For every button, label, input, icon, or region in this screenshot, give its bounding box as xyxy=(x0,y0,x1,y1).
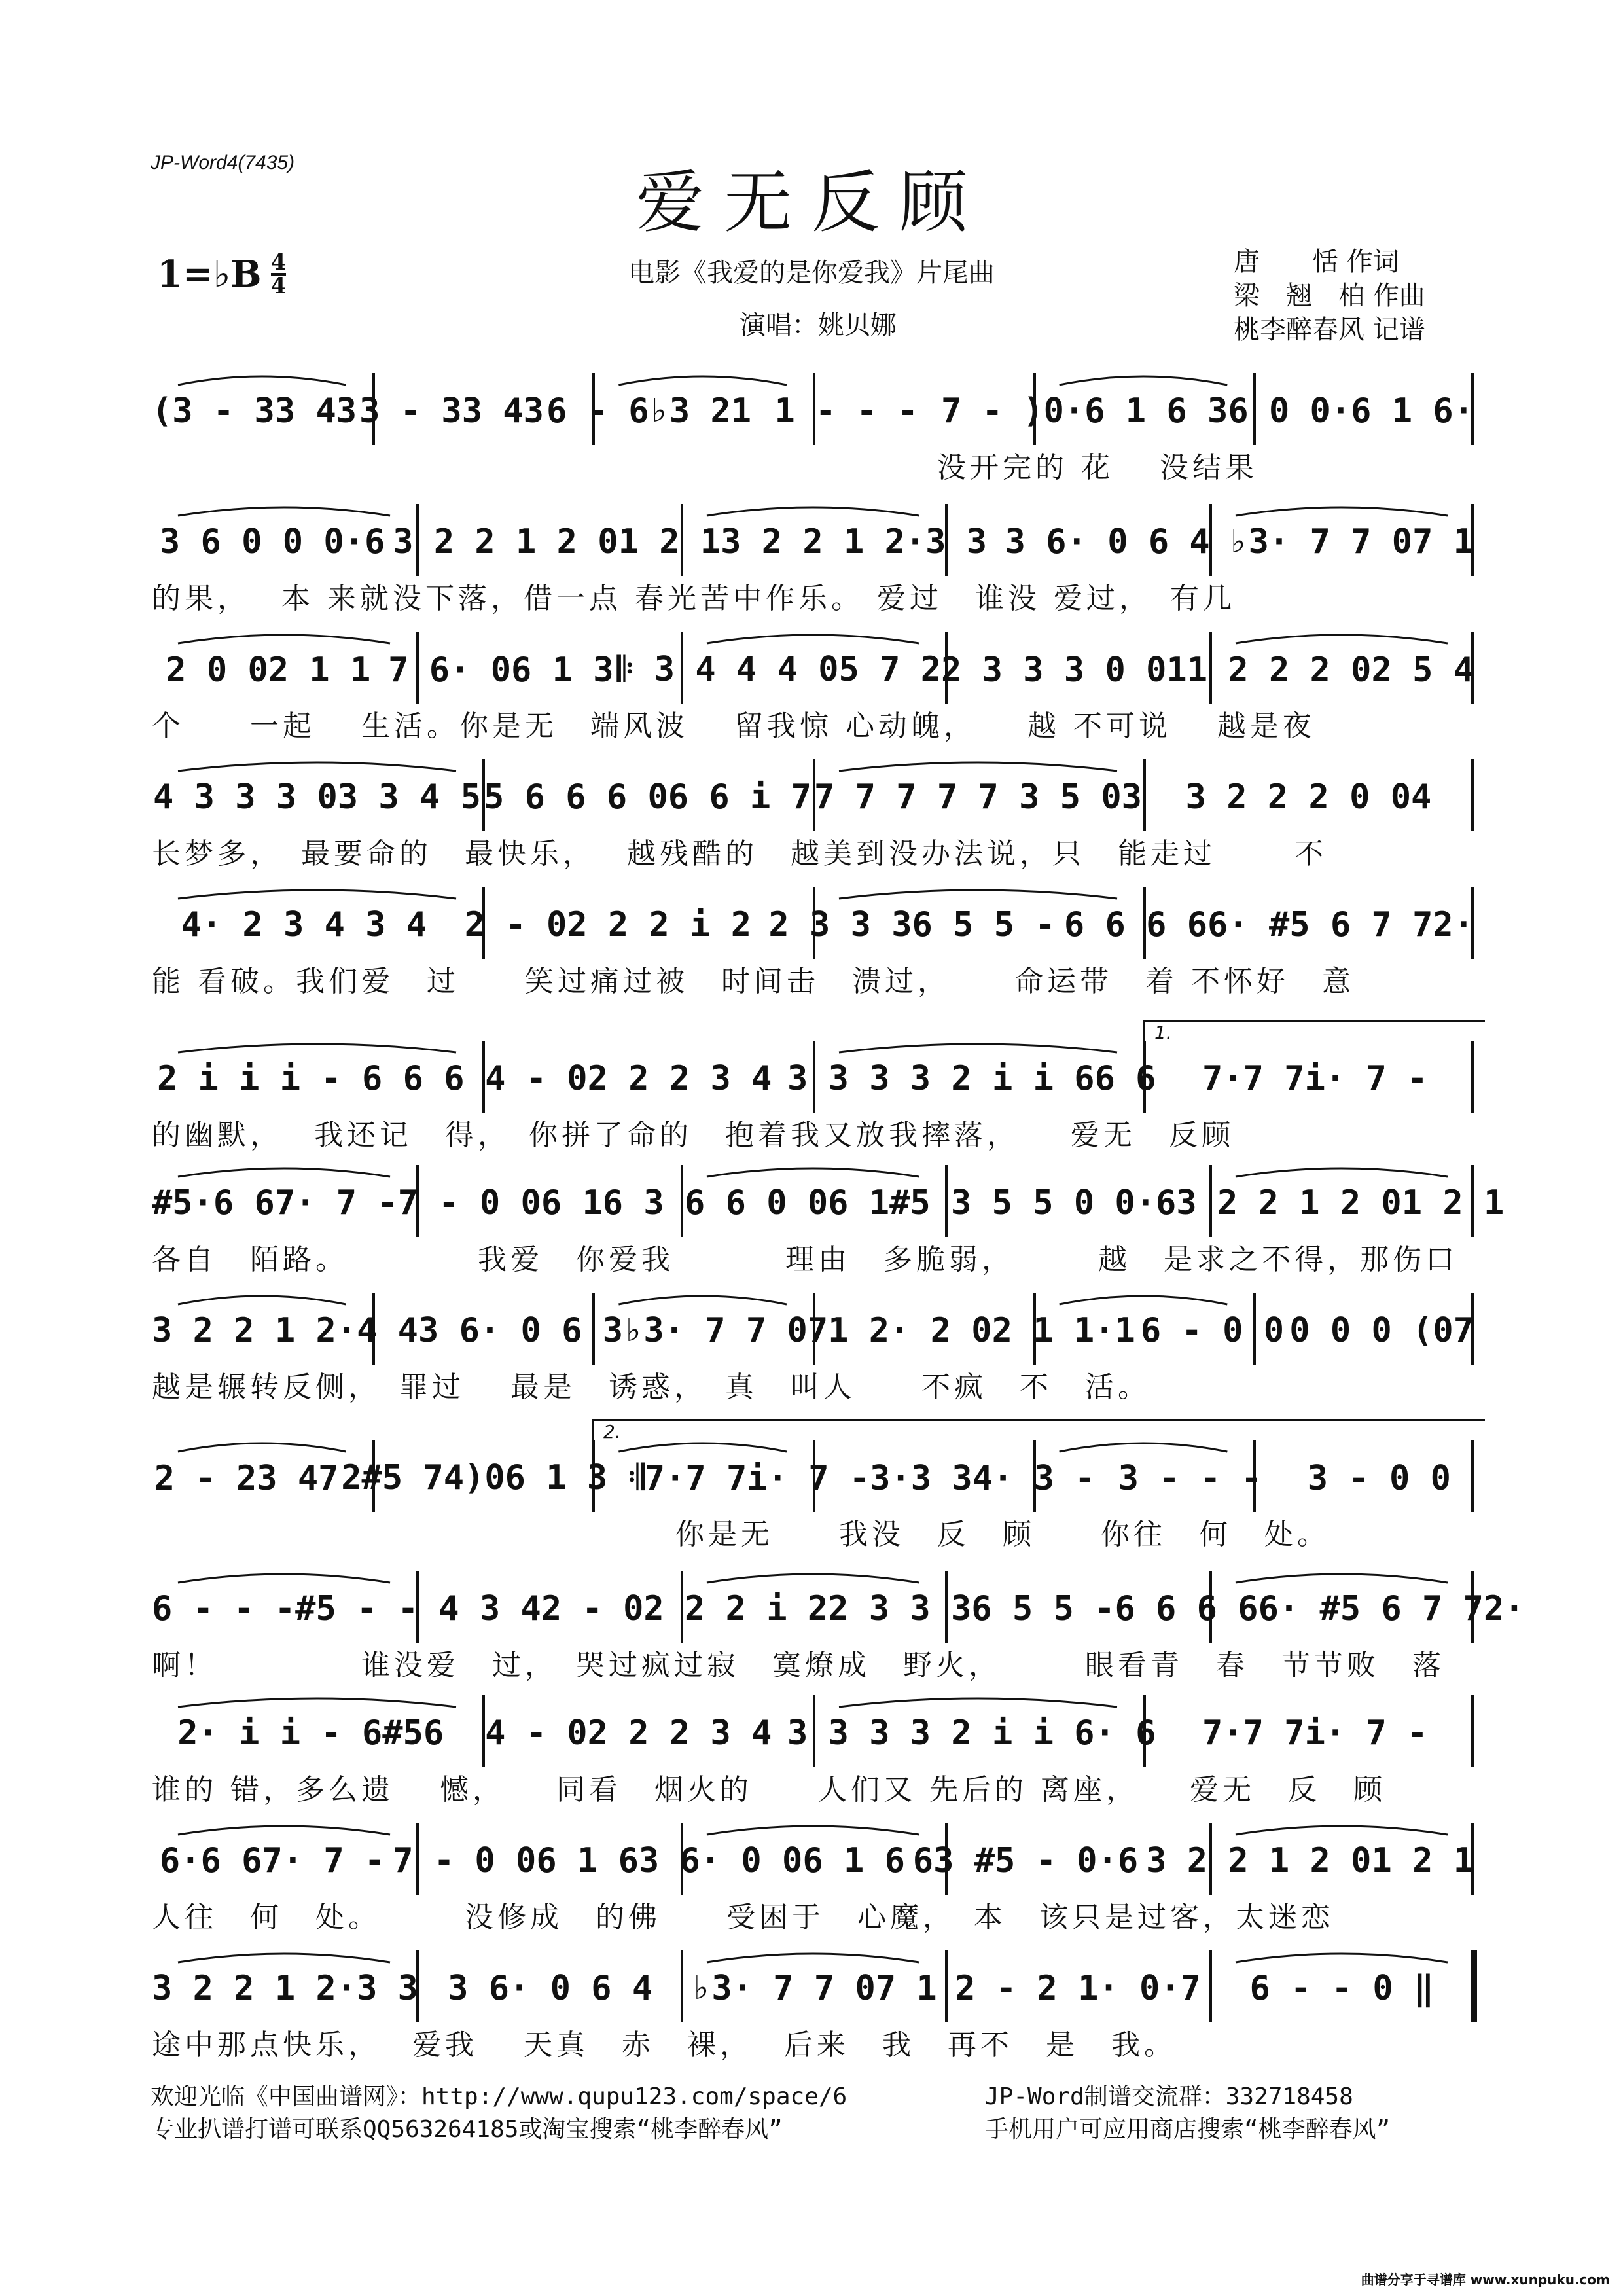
slur xyxy=(178,762,456,771)
slur-marks xyxy=(152,887,1474,959)
score-row xyxy=(152,1421,1474,1561)
slur xyxy=(1060,1443,1228,1452)
lyric-line: 途中那点快乐， 爱我 天真 赤 裸， 后来 我 再不 是 我。 xyxy=(152,2028,1177,2062)
measure: 3 2 2 1 2 01 2 1 xyxy=(393,522,721,562)
slur xyxy=(839,890,1117,899)
measure: ♭3· 7 7 07 xyxy=(623,1311,829,1350)
transcriber-credit: 桃李醉春风 记谱 xyxy=(1234,315,1425,345)
slur-marks xyxy=(152,1950,1474,2022)
slur xyxy=(178,376,346,385)
slur xyxy=(1236,1574,1448,1583)
measure: 7 6· 06 1 3 xyxy=(388,650,614,690)
score-row xyxy=(152,1950,1474,2072)
slur xyxy=(1236,1168,1448,1177)
measure: 3 6· 0 6 4 xyxy=(1005,522,1210,562)
measure: 6 - - - xyxy=(152,1589,296,1628)
measure: 3 3 3 3 2 i i 66 6 xyxy=(787,1059,1156,1098)
meter-top: 4 xyxy=(270,249,287,276)
lyric-line: 的幽默， 我还记 得， 你拼了命的 抱着我又放我摔落， 爱无 反顾 xyxy=(152,1119,1234,1152)
measure: 1 2· 2 02 1 1·1 xyxy=(828,1311,1135,1350)
measure: 7 - 0 06 1 6 xyxy=(393,1841,639,1880)
lyric-line: 能 看破。我们爱 过 笑过痛过被 时间击 溃过， 命运带 着 不怀好 意 xyxy=(152,965,1355,998)
measure: 3 2 2 1 2 01 2 1 xyxy=(1176,1183,1505,1223)
slur xyxy=(178,1296,346,1304)
software-label: JP-Word4(7435) xyxy=(151,152,295,173)
measure: 3 2 2 2 0 04 xyxy=(1185,778,1432,817)
score-row xyxy=(152,887,1474,1008)
measure: #5 3 5 5 0 0·6 xyxy=(889,1183,1177,1223)
slur xyxy=(1236,507,1448,516)
measure: 4· 2 3 4 3 4 xyxy=(181,905,427,944)
slur xyxy=(178,890,456,899)
lyricist-credit: 唐 恬 作词 xyxy=(1234,247,1399,277)
singer-credit: 演唱：姚贝娜 xyxy=(740,310,897,340)
measure: 6 0 0·6 1 6· xyxy=(1228,391,1474,431)
score-row xyxy=(152,1022,1474,1162)
slur-marks xyxy=(152,1293,1474,1365)
slur-marks xyxy=(152,504,1474,576)
score-row xyxy=(152,504,1474,625)
measure: 5 6 6 6 06 6 i 7 xyxy=(484,778,812,817)
measure: 6 - 6♭3 21 xyxy=(546,391,752,431)
measure: 2#5 74)06 1 3 𝄇 xyxy=(341,1458,645,1498)
measure: 1 2 2 2 02 5 4 xyxy=(1186,650,1474,690)
measure: #5·6 67· 7 - xyxy=(152,1183,398,1223)
slur xyxy=(178,635,390,643)
lyric-line: 你是无 我没 反 顾 你往 何 处。 xyxy=(152,1518,1330,1551)
measure: 63 #5 - 0·6 xyxy=(912,1841,1139,1880)
slur xyxy=(707,1954,919,1962)
slur xyxy=(707,1168,919,1177)
composer-credit: 梁 翘 柏 作曲 xyxy=(1234,281,1425,311)
measure: 3 6· 0 6 4 xyxy=(448,1969,653,2008)
song-title: 爱无反顾 xyxy=(635,162,987,242)
lyric-line: 啊！ 谁没爱 过， 哭过疯过寂 寞燎成 野火， 眼看青 春 节节败 落 xyxy=(152,1649,1445,1682)
slur xyxy=(178,1826,390,1835)
meter-bottom: 4 xyxy=(270,273,287,299)
measure: 2 3 3 3 0 01 xyxy=(941,650,1187,690)
score-row xyxy=(152,1823,1474,1944)
measure: 3·3 34· 3 - xyxy=(870,1458,1096,1498)
lyric-line: 谁的 错，多么遗 憾， 同看 烟火的 人们又 先后的 离座， 爱无 反 顾 xyxy=(152,1773,1386,1806)
score-row xyxy=(152,1695,1474,1816)
measure: ♭3· 7 7 07 1 xyxy=(691,1969,937,2008)
measure: 2 - 02 2 2 i 2 xyxy=(541,1589,829,1628)
measure: 6 6 6 66· #5 6 7 72· xyxy=(1063,905,1474,944)
score-row xyxy=(152,632,1474,753)
measure: 3 - 33 43 xyxy=(359,391,544,431)
score-row xyxy=(152,1293,1474,1414)
slur xyxy=(178,1698,456,1707)
footer-mobile: 手机用户可应用商店搜索“桃李醉春风” xyxy=(985,2116,1391,2143)
measure: 7·7 7i· 7 - xyxy=(1202,1713,1428,1753)
measure: 3 - 0 0 xyxy=(1307,1458,1451,1498)
slur xyxy=(178,507,390,516)
slur-marks xyxy=(152,1041,1474,1113)
measure: 3 2 2 1 2·3 3 xyxy=(721,522,988,562)
measure: 3 2 2 1 2 01 2 1 xyxy=(1146,1841,1474,1880)
slur xyxy=(1236,1826,1448,1835)
score-row xyxy=(152,373,1474,494)
measure: 2 3 3 36 5 5 - xyxy=(768,905,1056,944)
slur xyxy=(178,1168,390,1177)
measure: 7 - 0 06 1 xyxy=(397,1183,603,1223)
lyric-line: 人往 何 处。 没修成 的佛 受困于 心魔， 本 该只是过客，太迷恋 xyxy=(152,1901,1334,1934)
measure: 3 2 2 1 2·3 3 xyxy=(152,1969,418,2008)
measure: 6 3 6 6 0 06 1 xyxy=(602,1183,890,1223)
measure: 2 3 3 36 5 5 - xyxy=(828,1589,1115,1628)
slur xyxy=(178,1954,390,1962)
measure: 7 7 7 7 7 3 5 03 xyxy=(814,778,1142,817)
measure: 6 6 6 66· #5 6 7 72· xyxy=(1115,1589,1525,1628)
slur xyxy=(839,1698,1117,1707)
slur xyxy=(178,1443,346,1452)
measure: 𝄆 3 4 4 4 05 7 2 xyxy=(617,650,942,689)
slur-marks xyxy=(152,759,1474,831)
measure: 3 3 3 3 2 i i 6· 6 xyxy=(787,1713,1156,1753)
slur xyxy=(839,1044,1117,1052)
slur-marks xyxy=(152,373,1474,445)
measure: 7·7 7i· 7 - xyxy=(644,1458,870,1498)
score-row xyxy=(152,1571,1525,1692)
lyric-line: 长梦多， 最要命的 最快乐， 越残酷的 越美到没办法说，只 能走过 不 xyxy=(152,837,1327,870)
measure: 3 2 2 1 2·4 4 xyxy=(152,1311,418,1350)
lyric-line: 越是辗转反侧， 罪过 最是 诱惑， 真 叫人 不疯 不 活。 xyxy=(152,1371,1150,1404)
key-label: 1=♭B xyxy=(157,253,262,296)
song-subtitle: 电影《我爱的是你爱我》片尾曲 xyxy=(628,258,995,288)
measure: 2 - 23 47 xyxy=(154,1458,339,1498)
volta-bracket: 1. xyxy=(1143,1020,1485,1041)
slur xyxy=(1060,1296,1228,1304)
score-row xyxy=(152,1165,1505,1286)
lyric-line: 没开完的 花 没结果 xyxy=(152,451,1258,484)
measure: (3 - 33 43 xyxy=(152,391,357,431)
measure: 2 - 02 2 2 i 2 xyxy=(464,905,752,944)
slur xyxy=(707,1574,919,1583)
volta-bracket: 2. xyxy=(592,1419,1485,1441)
slur xyxy=(1236,635,1448,643)
measure: 2 0 02 1 1 xyxy=(166,650,371,690)
measure: 3 6· 0 06 1 6 xyxy=(638,1841,905,1880)
slur-marks xyxy=(152,1165,1474,1237)
measure: 6 - - 0 ‖ xyxy=(1249,1969,1435,2008)
slur-marks xyxy=(152,1695,1474,1767)
slur xyxy=(618,376,787,385)
measure: 3 6 0 0 0·6 xyxy=(159,522,385,562)
slur-marks xyxy=(152,1823,1474,1895)
measure: 6·6 67· 7 - xyxy=(159,1841,385,1880)
measure: 4 - 02 2 2 3 4 xyxy=(485,1713,772,1753)
measure: #5 - - 4 3 4 xyxy=(295,1589,541,1628)
measure: ♭3· 7 7 07 1 xyxy=(1228,522,1474,562)
slur xyxy=(1060,376,1228,385)
slur-marks xyxy=(152,1440,1474,1512)
measure: 6 - 0 0 xyxy=(1140,1311,1285,1350)
slur xyxy=(1236,1954,1448,1962)
lyric-line: 的果， 本 来就没下落，借一点 春光苦中作乐。 爱过 谁没 爱过， 有几 xyxy=(152,582,1236,615)
slur-marks xyxy=(152,632,1474,704)
measure: 4 - 02 2 2 3 4 xyxy=(485,1059,772,1098)
measure: 2 - 2 1· 0·7 xyxy=(955,1969,1201,2008)
footer-group: JP-Word制谱交流群：332718458 xyxy=(985,2083,1353,2110)
slur xyxy=(707,507,919,516)
slur xyxy=(839,762,1117,771)
measure: 2 i i i - 6 6 6 xyxy=(156,1059,465,1098)
slur xyxy=(178,1574,390,1583)
measure: 4 3 3 3 03 3 4 5 xyxy=(153,778,481,817)
watermark: 曲谱分享于寻谱库 www.xunpuku.com xyxy=(1361,2272,1610,2287)
measure: 7 - )0·6 1 6 3 xyxy=(941,391,1228,431)
lyric-line: 个 一起 生活。你是无 端风波 留我惊 心动魄， 越 不可说 越是夜 xyxy=(152,709,1315,743)
footer-contact: 专业扒谱打谱可联系QQ563264185或淘宝搜索“桃李醉春风” xyxy=(151,2116,783,2143)
slur xyxy=(618,1296,787,1304)
measure: 1 - - - xyxy=(774,391,918,431)
slur xyxy=(178,1044,456,1052)
footer-site: 欢迎光临《中国曲谱网》：http://www.qupu123.com/space/6 xyxy=(151,2083,847,2110)
lyric-line: 各自 陌路。 我爱 你爱我 理由 多脆弱， 越 是求之不得，那伤口 xyxy=(152,1243,1458,1276)
measure: 7·7 7i· 7 - xyxy=(1202,1059,1428,1098)
measure: 3 - - - xyxy=(1118,1458,1262,1498)
slur xyxy=(707,635,919,643)
measure: 2· i i - 6#56 xyxy=(177,1713,444,1753)
slur xyxy=(707,1826,919,1835)
score-row xyxy=(152,759,1474,880)
measure: 3 6· 0 6 3 xyxy=(418,1311,624,1350)
measure: 0 0 0 (07 xyxy=(1289,1311,1474,1350)
slur xyxy=(618,1443,787,1452)
slur-marks xyxy=(152,1571,1474,1643)
